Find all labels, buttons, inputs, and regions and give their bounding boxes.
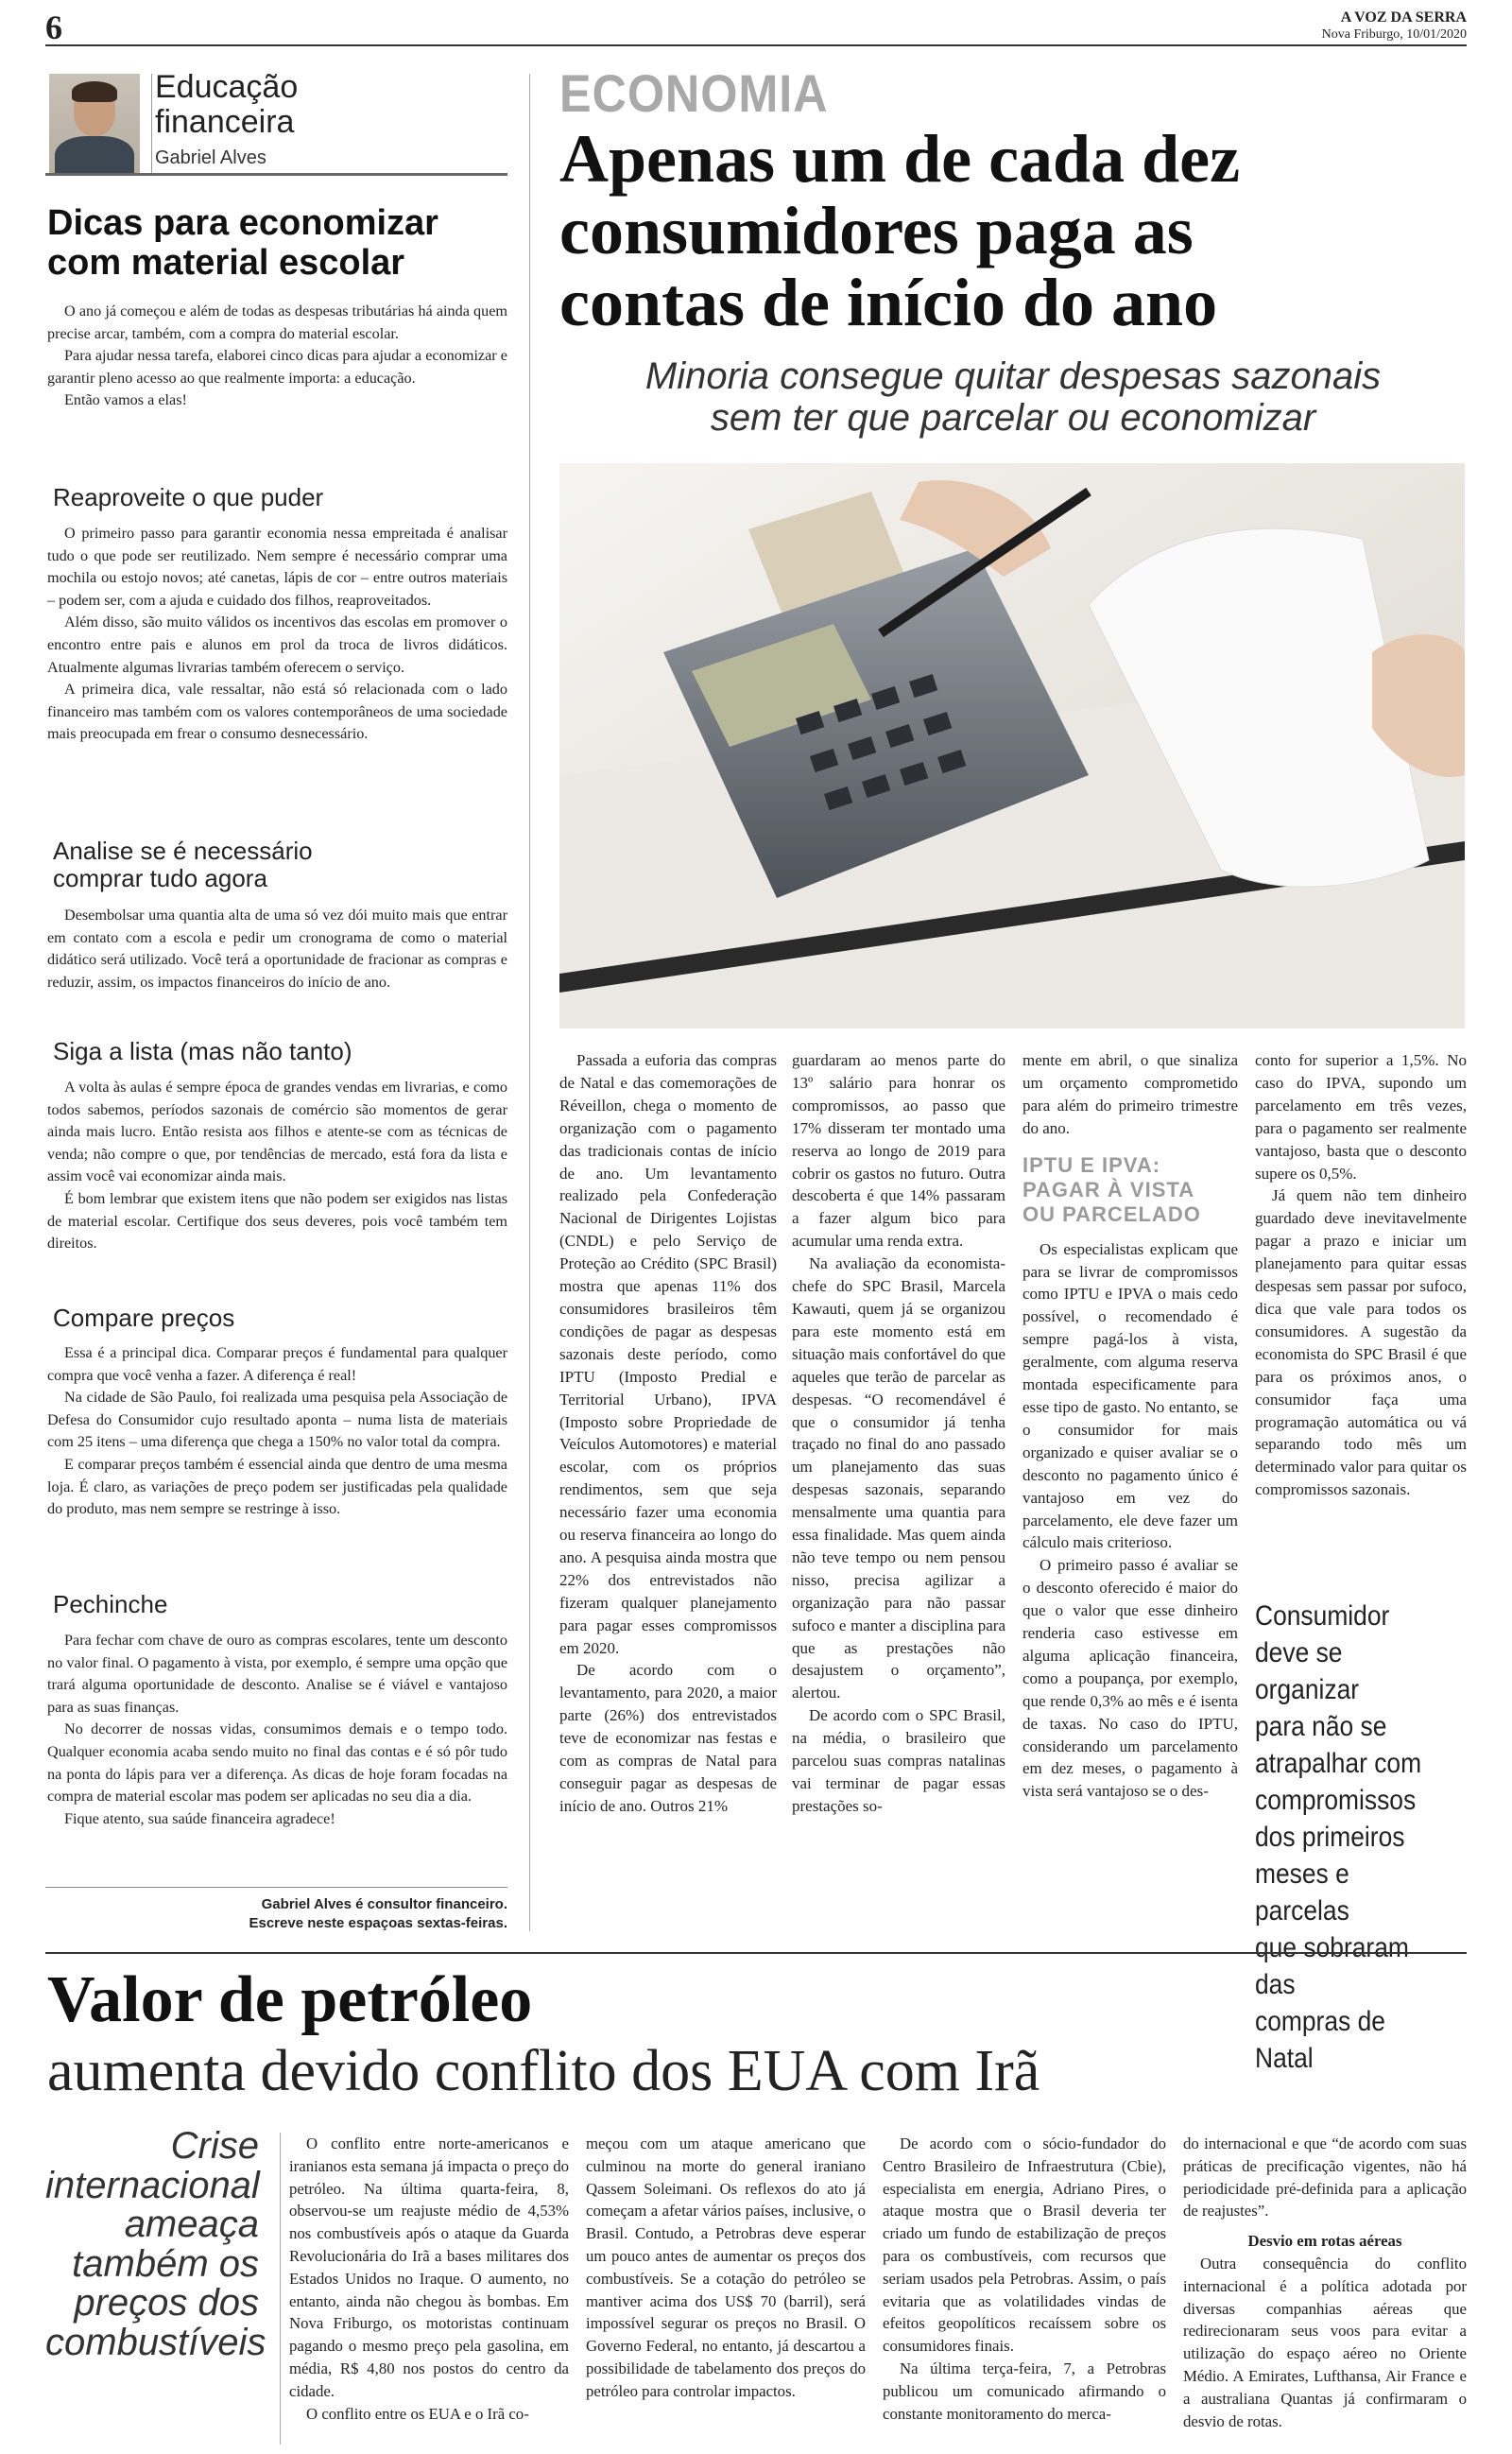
main-column-3: mente em abril, o que sinaliza um orçamento comprometido para além do primeiro trimestre do ano. IPTU E IPVA: PAGAR À VISTA OU PARCELADO Os especialistas explicam que para se livrar de compromissos como IPTU e IPVA o mais cedo possível, o recomendado é sempre pagá-los à vista, geralmente, com alguma reserva montada especificamente para esse tipo de gasto. No entanto, se o consumidor for mais organizado e quiser avaliar se o desconto no pagamento único é vantajoso em vez do parcelamento, ele deve fazer um cálculo mais criterioso. O primeiro passo é avaliar se o desconto oferecido é maior do que o valor que esse dinheiro renderia caso estivesse em alguma aplicação financeira, como a poupança, por exemplo, que rende 0,3% ao mês e é isenta de taxas. No caso do IPTU, considerando um parcelamento em dez meses, o pagamento à vista será vantajoso se o des- [1022,1051,1238,1801]
calculator-illustration [559,463,1465,1028]
main-headline: Apenas um de cada dez consumidores paga as contas de início do ano [559,121,1241,340]
column-credit: Gabriel Alves é consultor financeiro. Escreve neste espaçoas sextas-feiras. [45,1887,507,1933]
column-separator [529,74,530,1931]
bottom-column-2: meçou com um ataque americano que culminou na morte do general iraniano Qassem Soleimani. Os reflexos do ato já começam a afetar vários países, inclusive, o Brasil. Contudo, a Petrobras deve esperar um pouco antes de aumentar os preços dos combustíveis. Se a cotação do petróleo se mantiver acima dos US$ 70 (barril), será impossível segurar os preços no Brasil. O Governo Federal, no entanto, já descartou a possibilidade de tabelamento dos preços do petróleo para controlar impactos. [586,2134,866,2400]
bottom-deck: Crise internacional ameaça também os preços dos combustíveis [45,2125,266,2363]
column-divider [151,74,152,174]
page-number: 6 [45,9,62,46]
column-intro: O ano já começou e além de todas as despesas tributárias há ainda quem precise arcar, também, com a compra do material escolar. Para ajudar nessa tarefa, elaborei cinco dicas para ajudar a economizar e garantir pleno acesso ao que realmente importa: a educação. Então vamos a elas! [47,302,507,409]
column-title: Educação financeira [155,69,299,140]
section-body-3: A volta às aulas é sempre época de grandes vendas em livrarias, e como todos sabemos, períodos sazonais de comércio são momentos de gerar ainda mais lucro. Então resista aos filhos e atente-se com as técnicas de venda; não compre o que, por tendências de mercado, está fora da lista e assim você vai economizar ainda mais. É bom lembrar que existem itens que não podem ser exigidos nas listas de material escolar. Certifique dos seus deveres, pois você também tem direitos. [47,1079,507,1253]
section-title-5: Pechinche [53,1590,168,1618]
bottom-column-3: De acordo com o sócio-fundador do Centro Brasileiro de Infraestrutura (Cbie), especialista em energia, Adriano Pires, o ataque mostra que o Brasil deveria ter criado um fundo de estabilização de preços para os combustíveis, com recursos que seriam usados pela Petrobras. Assim, o país evitaria que as volatilidades vindas de efeitos geopolíticos recaíssem sobre os consumidores finais. Na última terça-feira, 7, a Petrobras publicou um comunicado afirmando o constante monitoramento do merca- [883,2134,1166,2423]
subhead-iptu-ipva: IPTU E IPVA: PAGAR À VISTA OU PARCELADO [1022,1152,1201,1226]
bottom-column-4: do internacional e que “de acordo com suas práticas de precificação vigentes, não há periodicidade pré-definida para a aplicação de reajustes”. Desvio em rotas aéreas Outra consequência do conflito internacional é a política adotada por diversas companhias aéreas que redirecionaram seus voos para evitar a utilização do espaço aéreo no Oriente Médio. A Emirates, Lufthansa, Air France e a australiana Quantas já confirmaram o desvio de rotas. [1183,2134,1467,2430]
calculator-photo [559,463,1465,1028]
column-author: Gabriel Alves [155,147,266,168]
section-title-2: Analise se é necessário comprar tudo agora [53,837,313,892]
section-title-1: Reaproveite o que puder [53,483,324,511]
column-headline: Dicas para economizar com material escolar [47,203,438,283]
pull-quote: Consumidor deve se organizar para não se atrapalhar com compromissos dos primeiros meses e parcelas que sobraram das compras de Natal [1255,1600,1422,2074]
section-body-4: Essa é a principal dica. Comparar preços é fundamental para qualquer compra que você venha a fazer. A diferença é real! Na cidade de São Paulo, foi realizada uma pesquisa pela Associação de Defesa do Consumidor cujo resultado aponta – numa lista de materiais com 25 itens – uma diferença que chega a 150% no valor total da compra. E comparar preços também é essencial ainda que dentro de uma mesma loja. É claro, as variações de preço podem ser justificadas pela qualidade do produto, mas nem sempre se restringe à isso. [47,1344,507,1518]
main-column-1: Passada a euforia das compras de Natal e das comemorações de Réveillon, chega o momento de organização com o pagamento das tradicionais contas de início de ano. Um levantamento realizado pela Confederação Nacional de Dirigentes Lojistas (CNDL) e pelo Serviço de Proteção ao Crédito (SPC Brasil) mostra que apenas 11% dos consumidores brasileiros têm condições de pagar as despesas sazonais deste período, como IPTU (Imposto Predial e Territorial Urbano), IPVA (Imposto sobre Propriedade de Veículos Automotores) e material escolar, com os próprios rendimentos, sem que seja necessário fazer uma economia ou reserva financeira ao longo do ano. A pesquisa ainda mostra que 22% dos entrevistados não fizeram qualquer planejamento para pagar esses compromissos em 2020. De acordo com o levantamento, para 2020, a maior parte (26%) dos entrevistados teve de economizar nas festas e com as compras de Natal para conseguir pagar as despesas de início de ano. Outros 21% [559,1051,777,1815]
main-deck: Minoria consegue quitar despesas sazonais sem ter que parcelar ou economizar [644,355,1382,439]
main-column-4: conto for superior a 1,5%. No caso do IPVA, supondo um parcelamento em três vezes, para o pagamento ser realmente vantajoso, basta que o desconto supere os 0,5%. Já quem não tem dinheiro guardado deve inevitavelmente pagar a prazo e iniciar um planejamento para quitar essas despesas sem passar por sufoco, dica que vale para todos os consumidores. A sugestão da economista do SPC Brasil é que para os próximos anos, o consumidor faça uma programação automática ou vá separando todo mês um determinado valor para quitar os compromissos sazonais. [1255,1051,1467,1499]
header-rule [45,44,1467,46]
bottom-column-1: O conflito entre norte-americanos e iranianos esta semana já impacta o preço do petróleo. Na última quarta-feira, 8, observou-se um reajuste médio de 4,53% nos combustíveis após o ataque da Guarda Revolucionária do Irã a bases militares dos Estados Unidos no Iraque. O aumento, no entanto, ainda não chegou às bombas. Em Nova Friburgo, os motoristas continuam pagando o mesmo preço pela gasolina, em média, R$ 4,80 nos postos do centro da cidade. O conflito entre os EUA e o Irã co- [289,2134,569,2423]
bottom-rule [45,1952,1467,1954]
bottom-headline: Valor de petróleo [47,1963,533,2036]
section-title-4: Compare preços [53,1304,235,1332]
section-body-2: Desembolsar uma quantia alta de uma só vez dói muito mais que entrar em contato com a escola e pedir um cronograma de como o material didático será utilizado. Você terá a oportunidade de fracionar as compras e reduzir, assim, os impactos financeiros do início de ano. [47,907,507,991]
main-column-2: guardaram ao menos parte do 13º salário para honrar os compromissos, ao passo que 17% disseram ter montado uma reserva ao longo de 2019 para cobrir os gastos no futuro. Outra descoberta é que 14% passaram a fazer algum bico para acumular uma renda extra. Na avaliação da economista-chefe do SPC Brasil, Marcela Kawauti, quem já se organizou para este momento está em situação mais confortável do que aqueles que terão de parcelar as despesas. “O recomendável é que o consumidor já tenha traçado no final do ano passado um planejamento das suas despesas sazonais, separando mensalmente uma quantia para essa finalidade. Mas quem ainda não teve tempo ou nem pensou nisso, precisa agilizar a organização para não passar sufoco e manter a disciplina para que as prestações não desajustem o orçamento”, alertou. De acordo com o SPC Brasil, na média, o brasileiro que parcelou suas compras natalinas vai terminar de pagar essas prestações so- [792,1051,1005,1815]
newspaper-name: A VOZ DA SERRA [1340,9,1467,26]
masthead [1322,9,1467,43]
column-rule [45,173,507,176]
bottom-col-rule [280,2133,281,2445]
dateline: Nova Friburgo, 10/01/2020 [1321,27,1467,42]
section-body-5: Para fechar com chave de ouro as compras escolares, tente um desconto no valor final. O pagamento à vista, por exemplo, é sempre uma opção que trará alguma oportunidade de desconto. Analise se é viável e vantajoso para as suas finanças. No decorrer de nossas vidas, consumimos demais e o tempo todo. Qualquer economia acaba sendo muito no final das contas e é só pôr tudo na ponta do lápis para ver a diferença. As dicas de hoje foram focadas na compra de material escolar mas podem ser aplicadas no seu dia a dia. Fique atento, sua saúde financeira agradece! [47,1632,507,1827]
section-kicker: ECONOMIA [559,63,829,123]
bottom-headline-2: aumenta devido conflito dos EUA com Irã [47,2039,1040,2103]
subhead-desvio: Desvio em rotas aéreas [1247,2232,1402,2251]
author-photo [49,74,140,174]
section-title-3: Siga a lista (mas não tanto) [53,1037,352,1065]
section-body-1: O primeiro passo para garantir economia nessa empreitada é analisar tudo o que pode ser reutilizado. Nem sempre é necessário comprar uma mochila ou estojo novos; até canetas, lápis de cor – entre outros materiais – podem ser, com a ajuda e cuidado dos filhos, reaproveitados. Além disso, são muito válidos os incentivos das escolas em promover o encontro entre pais e alunos em prol da troca de livros didáticos. Atualmente algumas livrarias também oferecem o serviço. A primeira dica, vale ressaltar, não está só relacionada com o lado financeiro mas também com os valores contemporâneos de uma sociedade mais preocupada em frear o consumo desnecessário. [47,525,507,743]
